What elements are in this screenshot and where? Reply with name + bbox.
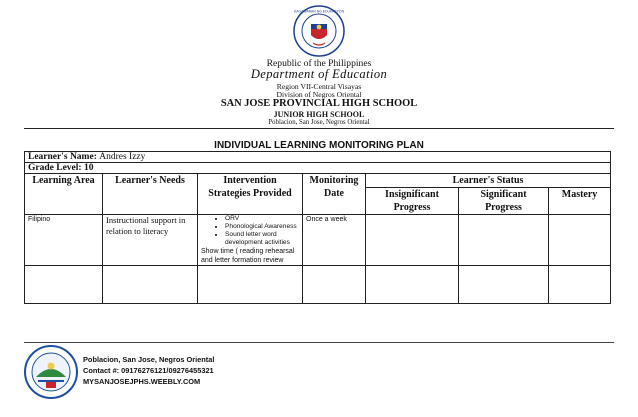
insignificant-progress-header: Insignificant Progress — [366, 188, 459, 215]
seal-text: KAGAWARAN NG EDUKASYON — [293, 9, 345, 14]
insignificant-progress-cell — [366, 215, 459, 266]
learning-area-header: Learning Area — [25, 174, 103, 215]
intervention-note: Show time ( reading rehearsal and letter formation review — [201, 248, 295, 264]
learner-name-value: Andres Izzy — [99, 152, 146, 162]
intervention-header: Intervention Strategies Provided — [198, 174, 303, 215]
significant-progress-header: Significant Progress — [459, 188, 549, 215]
monitoring-date-header: Monitoring Date — [303, 174, 366, 215]
intervention-item: • Sound letter word development activities — [225, 231, 299, 247]
region-label: Region VII-Central Visayas — [276, 82, 362, 91]
footer-divider — [24, 342, 614, 343]
grade-level-label: Grade Level: — [28, 163, 82, 173]
mastery-header: Mastery — [549, 188, 611, 215]
grade-level-row — [25, 163, 611, 174]
footer-contact: Contact #: 09176276121/09276455321 — [83, 366, 214, 375]
header-row — [25, 174, 611, 188]
mastery-cell — [549, 215, 611, 266]
intervention-list — [201, 215, 299, 247]
footer-website[interactable]: MYSANJOSEJPHS.WEEBLY.COM — [83, 377, 201, 386]
table-row-empty — [25, 266, 611, 304]
learner-name-row — [25, 152, 611, 163]
school-name: SAN JOSE PROVINCIAL HIGH SCHOOL — [220, 98, 418, 109]
significant-progress-cell — [459, 215, 549, 266]
learner-name-label: Learner's Name: — [28, 152, 97, 162]
table-row — [25, 215, 611, 266]
division-label: Division of Negros Oriental — [276, 90, 362, 99]
intervention-cell — [198, 215, 303, 266]
republic-label: Republic of the Philippines — [266, 58, 372, 69]
school-logo — [24, 345, 78, 399]
document-title: INDIVIDUAL LEARNING MONITORING PLAN — [214, 140, 424, 151]
intervention-item: • ORV — [225, 215, 299, 223]
monitoring-plan-table — [24, 151, 611, 304]
deped-seal-logo — [293, 5, 345, 57]
learners-status-header: Learner's Status — [366, 174, 611, 188]
monitoring-date-cell: Once a week — [303, 215, 366, 266]
header-divider — [24, 128, 614, 129]
school-address: Poblacion, San Jose, Negros Oriental — [268, 119, 370, 126]
department-label: Department of Education — [250, 67, 388, 81]
learners-needs-cell: Instructional support in relation to literacy — [103, 215, 198, 266]
grade-level-value: 10 — [83, 163, 94, 173]
learning-area-cell: Filipino — [25, 215, 103, 266]
intervention-item: • Phonological Awareness — [225, 223, 299, 231]
footer-address: Poblacion, San Jose, Negros Oriental — [83, 355, 215, 364]
school-level: JUNIOR HIGH SCHOOL — [273, 110, 365, 119]
learners-needs-header: Learner's Needs — [103, 174, 198, 215]
